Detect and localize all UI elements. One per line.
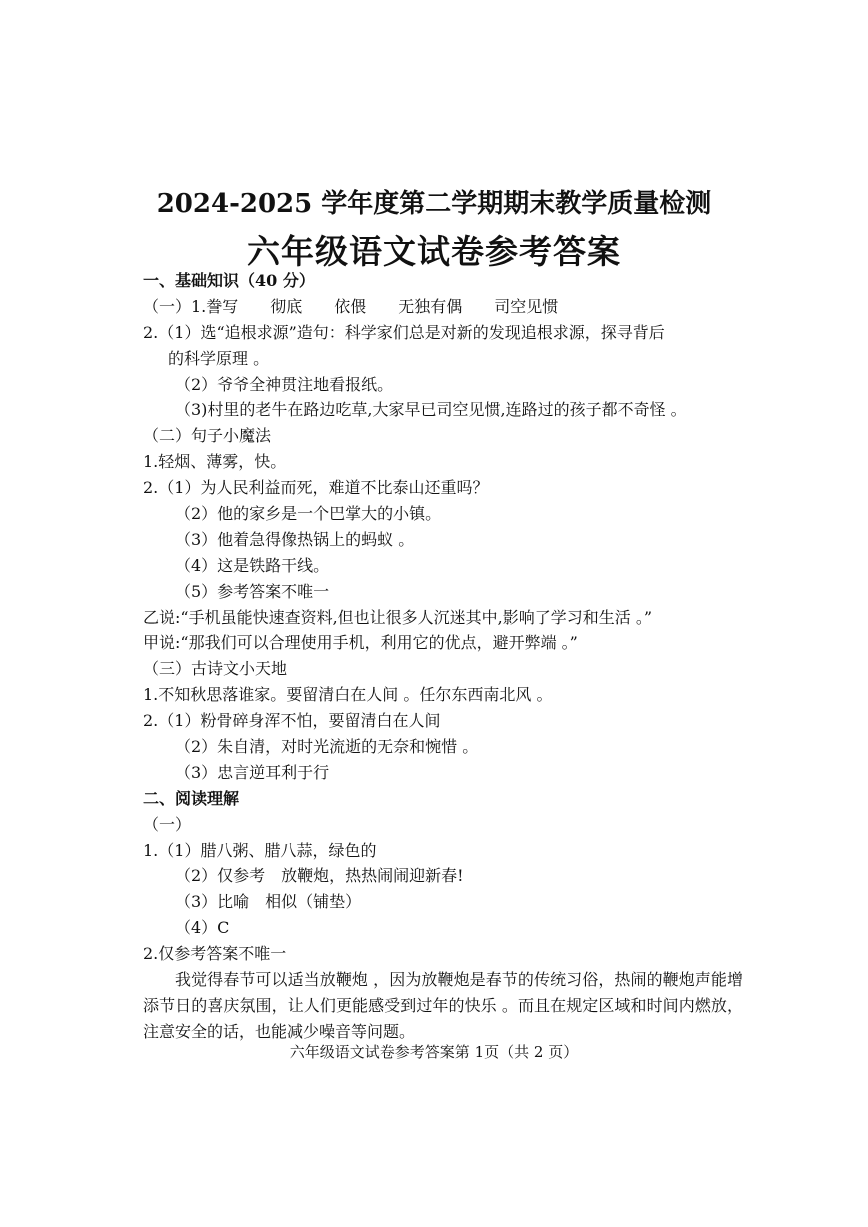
answer-line: （2）他的家乡是一个巴掌大的小镇。 xyxy=(175,504,442,524)
answer-line: 乙说:“手机虽能快速查资料,但也让很多人沉迷其中,影响了学习和生活 。” xyxy=(143,607,653,627)
answer-line: （4）这是铁路干线。 xyxy=(175,555,330,575)
answer-line: 2.仅参考答案不唯一 xyxy=(143,944,287,964)
answer-line: （一） xyxy=(143,814,192,834)
answer-line: （3）他着急得像热锅上的蚂蚁 。 xyxy=(175,529,415,549)
answer-line: （3）比喻 相似（铺垫） xyxy=(175,892,362,912)
answer-body xyxy=(143,268,743,1045)
answer-line: 2.（1）选“追根求源”造句：科学家们总是对新的发现追根求源，探寻背后 xyxy=(143,322,665,342)
sample-answer-paragraph: 我觉得春节可以适当放鞭炮 ，因为放鞭炮是春节的传统习俗，热闹的鞭炮声能增添节日的喜庆氛围，让人们更能感受到过年的快乐 。而且在规定区域和时间内燃放，注意安全的话，也能减少噪音等问题。 xyxy=(143,970,743,1042)
answer-line: （2）爷爷全神贯注地看报纸。 xyxy=(175,374,394,394)
answer-key-title: 六年级语文试卷参考答案 xyxy=(247,232,621,271)
answer-line: 甲说:“那我们可以合理使用手机，利用它的优点，避开弊端 。” xyxy=(143,633,578,653)
section-heading: 二、阅读理解 xyxy=(143,788,240,808)
answer-line: （4）C xyxy=(175,918,230,938)
answer-line: 1.不知秋思落谁家。要留清白在人间 。任尔东西南北风 。 xyxy=(143,685,553,705)
section-heading: 一、基础知识（40 分） xyxy=(143,271,315,290)
answer-line: （2）仅参考 放鞭炮，热热闹闹迎新春! xyxy=(175,866,464,886)
answer-lines xyxy=(143,268,743,967)
answer-line: 2.（1）为人民利益而死，难道不比泰山还重吗？ xyxy=(143,478,489,498)
answer-line: 的科学原理 。 xyxy=(168,348,270,368)
answer-line: （一）1.誊写 彻底 依偎 无独有偶 司空见惯 xyxy=(143,296,559,316)
answer-line: 1.（1）腊八粥、腊八蒜，绿色的 xyxy=(143,840,377,860)
answer-line: （二）句子小魔法 xyxy=(143,426,272,446)
answer-line: 2.（1）粉骨碎身浑不怕，要留清白在人间 xyxy=(143,711,441,731)
answer-line: （3）忠言逆耳利于行 xyxy=(175,762,330,782)
answer-line: 1.轻烟、薄雾，快。 xyxy=(143,452,287,472)
exam-title: 2024-2025 学年度第二学期期末教学质量检测 xyxy=(156,189,712,219)
answer-line: （三）古诗文小天地 xyxy=(143,659,288,679)
answer-line: （2）朱自清，对时光流逝的无奈和惋惜 。 xyxy=(175,737,479,757)
answer-line: （3)村里的老牛在路边吃草,大家早已司空见惯,连路过的孩子都不奇怪 。 xyxy=(175,400,687,420)
page-footer: 六年级语文试卷参考答案第 1页（共 2 页） xyxy=(289,1043,579,1061)
answer-line: （5）参考答案不唯一 xyxy=(175,581,330,601)
